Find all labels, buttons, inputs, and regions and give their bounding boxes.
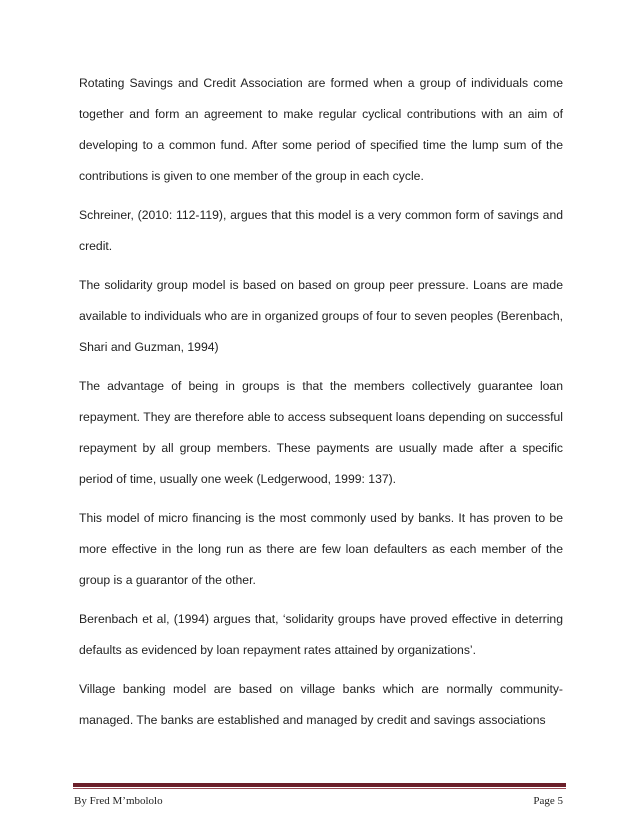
footer-divider-thin	[73, 788, 566, 789]
body-text	[79, 68, 563, 744]
footer-author: By Fred M’mbololo	[74, 795, 163, 807]
footer-page-number: Page 5	[533, 795, 563, 807]
paragraph-rosca: Rotating Savings and Credit Association are formed when a group of individuals come together and form an agreement to make regular cyclical contributions with an aim of developing to a common fund. After some period of specified time the lump sum of the contributions is given to one member of the group in each cycle.	[79, 76, 563, 183]
paragraph-schreiner: Schreiner, (2010: 112-119), argues that this model is a very common form of savings and credit.	[79, 208, 563, 253]
paragraph-solidarity-group: The solidarity group model is based on based on group peer pressure. Loans are made available to individuals who are in organized groups of four to seven peoples (Berenbach, Shari and Guzman, 1994)	[79, 278, 563, 354]
paragraph-village-banking: Village banking model are based on village banks which are normally community-managed. The banks are established and managed by credit and savings associations	[79, 682, 563, 727]
footer-divider	[73, 783, 566, 787]
paragraph-berenbach-quote: Berenbach et al, (1994) argues that, ‘solidarity groups have proved effective in deterring defaults as evidenced by loan repayment rates attained by organizations’.	[79, 612, 563, 657]
paragraph-group-advantage: The advantage of being in groups is that the members collectively guarantee loan repayment. They are therefore able to access subsequent loans depending on successful repayment by all group members. These payments are usually made after a specific period of time, usually one week (Ledgerwood, 1999: 137).	[79, 379, 563, 486]
paragraph-bank-usage: This model of micro financing is the most commonly used by banks. It has proven to be more effective in the long run as there are few loan defaulters as each member of the group is a guarantor of the other.	[79, 511, 563, 587]
